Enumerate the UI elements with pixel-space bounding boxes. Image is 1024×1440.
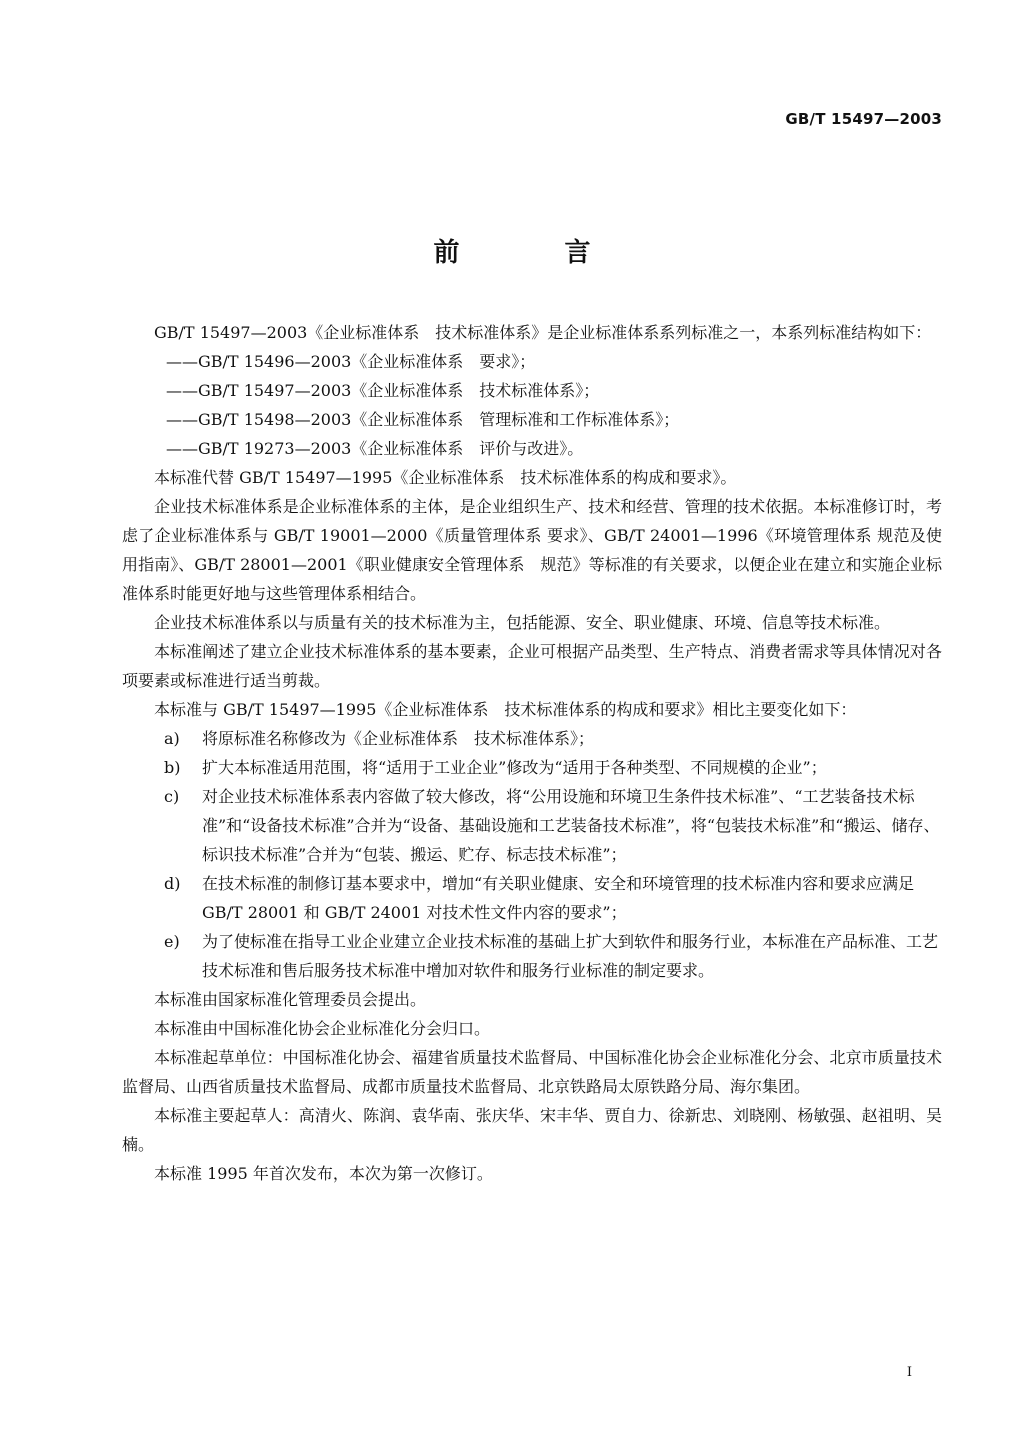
paragraph-intro: GB/T 15497—2003《企业标准体系 技术标准体系》是企业标准体系系列标准之一，本系列标准结构如下：	[154, 323, 932, 342]
paragraph-changes-intro: 本标准与 GB/T 15497—1995《企业标准体系 技术标准体系的构成和要求》相比主要变化如下：	[154, 700, 857, 719]
change-item-label: c)	[164, 787, 180, 806]
change-item-text: 在技术标准的制修订基本要求中，增加“有关职业健康、安全和环境管理的技术标准内容和要求应满足 GB/T 28001 和 GB/T 24001 对技术性文件内容的要求”；	[202, 874, 915, 922]
series-item: ——GB/T 19273—2003《企业标准体系 评价与改进》。	[166, 439, 584, 458]
paragraph-replaces: 本标准代替 GB/T 15497—1995《企业标准体系 技术标准体系的构成和要求》。	[154, 468, 737, 487]
change-item	[122, 753, 942, 782]
series-item: ——GB/T 15498—2003《企业标准体系 管理标准和工作标准体系》；	[166, 410, 680, 429]
change-item-label: e)	[164, 932, 180, 951]
foreword-body	[122, 318, 942, 1188]
change-item	[122, 869, 942, 927]
change-item	[122, 782, 942, 869]
change-item-text: 扩大本标准适用范围，将“适用于工业企业”修改为“适用于各种类型、不同规模的企业”；	[202, 758, 827, 777]
change-item-label: d)	[164, 874, 181, 893]
page-number: I	[906, 1365, 912, 1380]
paragraph-body: 本标准阐述了建立企业技术标准体系的基本要素，企业可根据产品类型、生产特点、消费者需求等具体情况对各项要素或标准进行适当剪裁。	[122, 642, 942, 690]
series-item: ——GB/T 15497—2003《企业标准体系 技术标准体系》；	[166, 381, 600, 400]
paragraph-centralizer: 本标准由中国标准化协会企业标准化分会归口。	[154, 1019, 491, 1038]
change-item	[122, 724, 942, 753]
standard-code: GB/T 15497—2003	[785, 110, 942, 128]
paragraph-body: 企业技术标准体系是企业标准体系的主体，是企业组织生产、技术和经营、管理的技术依据。本标准修订时，考虑了企业标准体系与 GB/T 19001—2000《质量管理体系 要求》、GB/T 24001—1996《环境管理体系 规范及使用指南》、GB/T 28001—2001《职业健康安全管理体系 规范》等标准的有关要求，以便企业在建立和实施企业标准体系时能更好地与这些管理体系相结合。	[122, 497, 942, 603]
change-item	[122, 927, 942, 985]
change-item-text: 将原标准名称修改为《企业标准体系 技术标准体系》；	[202, 729, 595, 748]
change-item-text: 对企业技术标准体系表内容做了较大修改，将“公用设施和环境卫生条件技术标准”、“工艺装备技术标准”和“设备技术标准”合并为“设备、基础设施和工艺装备技术标准”，将“包装技术标准”和“搬运、储存、标识技术标准”合并为“包装、搬运、贮存、标志技术标准”；	[202, 787, 940, 864]
paragraph-drafters: 本标准主要起草人：高清火、陈润、袁华南、张庆华、宋丰华、贾自力、徐新忠、刘晓刚、杨敏强、赵祖明、吴楠。	[122, 1106, 942, 1154]
change-item-label: a)	[164, 729, 180, 748]
change-item-text: 为了使标准在指导工业企业建立企业技术标准的基础上扩大到软件和服务行业，本标准在产品标准、工艺技术标准和售后服务技术标准中增加对软件和服务行业标准的制定要求。	[202, 932, 939, 980]
page-title: 前 言	[433, 238, 639, 268]
paragraph-history: 本标准 1995 年首次发布，本次为第一次修订。	[154, 1164, 493, 1183]
change-item-label: b)	[164, 758, 181, 777]
paragraph-proposer: 本标准由国家标准化管理委员会提出。	[154, 990, 427, 1009]
series-item: ——GB/T 15496—2003《企业标准体系 要求》；	[166, 352, 536, 371]
paragraph-body: 企业技术标准体系以与质量有关的技术标准为主，包括能源、安全、职业健康、环境、信息等技术标准。	[154, 613, 891, 632]
paragraph-drafting-units: 本标准起草单位：中国标准化协会、福建省质量技术监督局、中国标准化协会企业标准化分会、北京市质量技术监督局、山西省质量技术监督局、成都市质量技术监督局、北京铁路局太原铁路分局、海尔集团。	[122, 1048, 942, 1096]
